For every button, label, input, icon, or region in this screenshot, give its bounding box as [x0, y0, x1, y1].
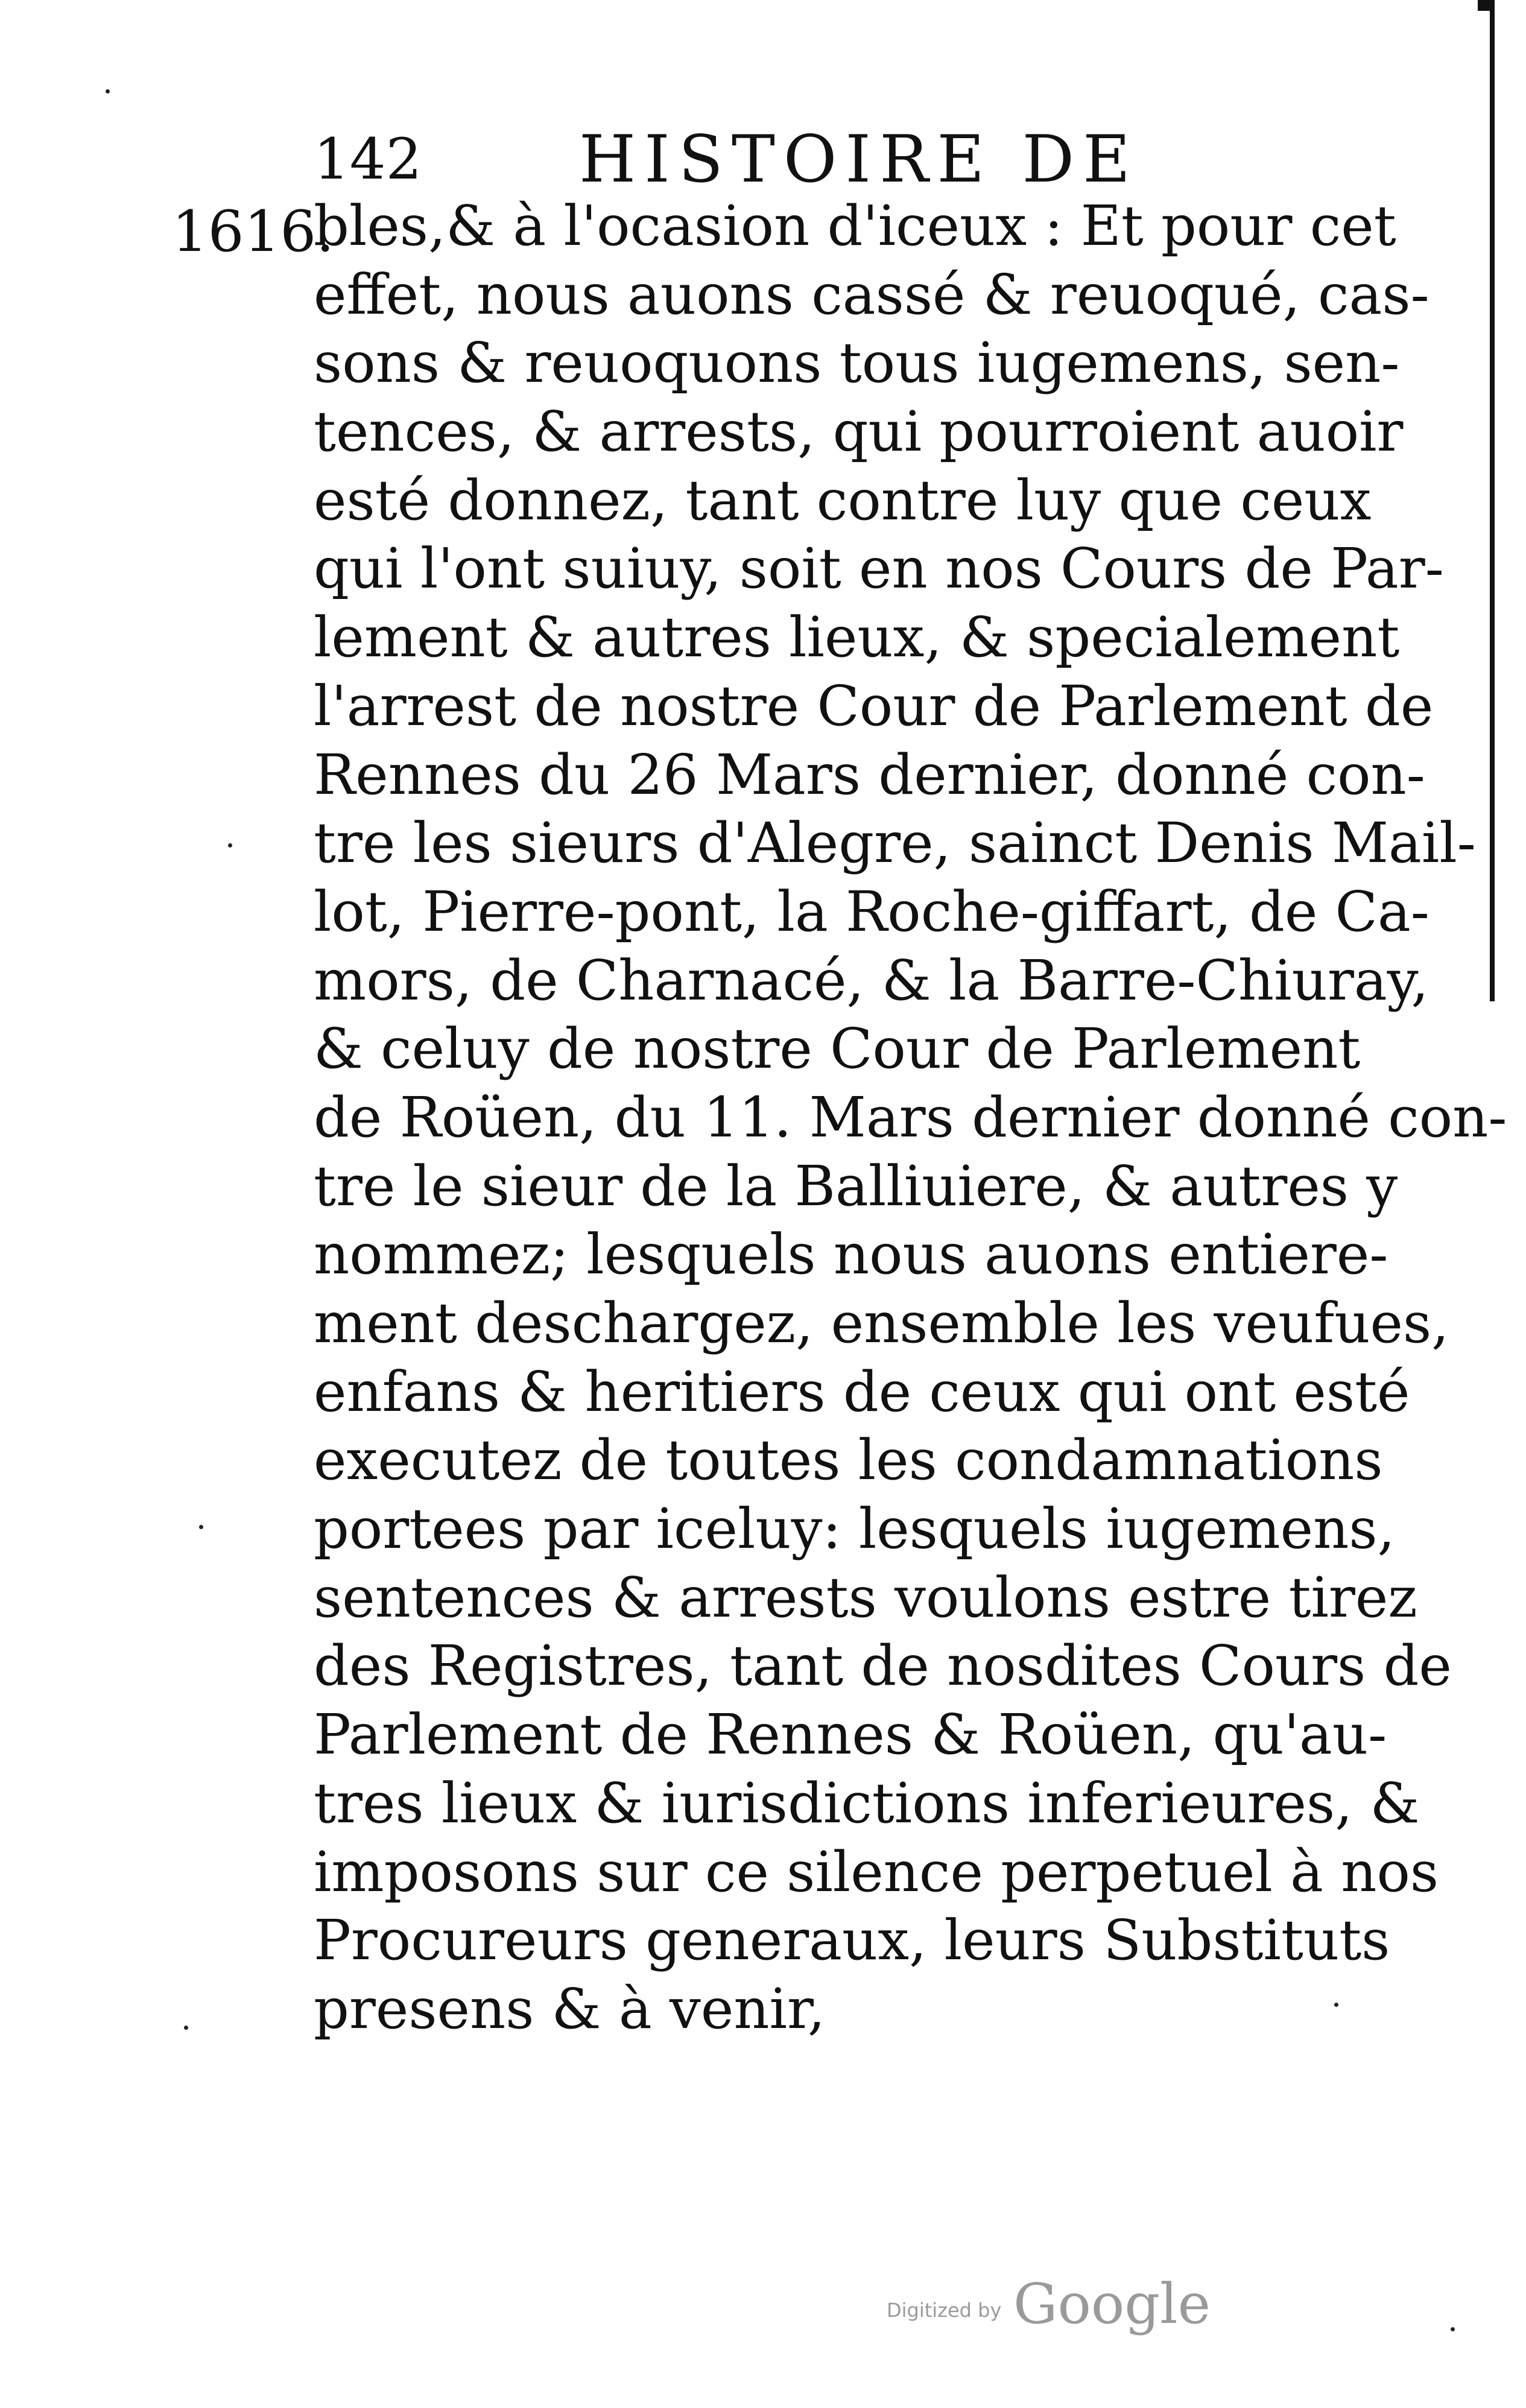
paper-speck: [199, 1525, 203, 1529]
text-line: l'arrest de nostre Cour de Parlement de: [314, 673, 1434, 738]
text-line: tre le sieur de la Balliuiere, & autres y: [314, 1153, 1398, 1218]
page-edge-mark: [1478, 0, 1490, 11]
text-line: nommez; lesquels nous auons entiere-: [314, 1222, 1388, 1287]
text-line: sentences & arrests voulons estre tirez: [314, 1565, 1417, 1630]
text-line: tre les sieurs d'Alegre, sainct Denis Mail-: [314, 811, 1476, 876]
text-line: tences, & arrests, qui pourroient auoir: [314, 399, 1404, 464]
text-line: Procureurs generaux, leurs Substituts: [314, 1908, 1390, 1973]
text-line: mors, de Charnacé, & la Barre-Chiuray,: [314, 948, 1429, 1013]
page-header: [314, 124, 1351, 196]
text-line: bles,& à l'ocasion d'iceux : Et pour cet: [314, 194, 1396, 258]
paper-speck: [1451, 2327, 1455, 2331]
text-line: ment deschargez, ensemble les veufues,: [314, 1291, 1449, 1355]
digitization-watermark: [887, 2271, 1211, 2337]
text-line: executez de toutes les condamnations: [314, 1428, 1383, 1493]
margin-year: 1616.: [172, 199, 335, 265]
paper-speck: [106, 89, 110, 93]
watermark-brand: Google: [1013, 2272, 1211, 2336]
text-line: de Roüen, du 11. Mars dernier donné con-: [314, 1085, 1507, 1150]
text-line: Rennes du 26 Mars dernier, donné con-: [314, 742, 1425, 807]
page-number: 142: [314, 127, 422, 192]
text-line: qui l'ont suiuy, soit en nos Cours de Par-: [314, 536, 1444, 601]
text-line: tres lieux & iurisdictions inferieures, &: [314, 1770, 1420, 1836]
paper-speck: [228, 843, 232, 848]
page-edge-border: [1490, 0, 1495, 1001]
text-line: sons & reuoquons tous iugemens, sen-: [314, 331, 1400, 396]
text-line: lement & autres lieux, & specialement: [314, 605, 1400, 670]
paper-speck: [184, 2026, 188, 2030]
text-line: esté donnez, tant contre luy que ceux: [314, 467, 1372, 533]
text-line: des Registres, tant de nosdites Cours de: [314, 1633, 1452, 1699]
watermark-prefix: Digitized by: [887, 2299, 1002, 2322]
text-line: Parlement de Rennes & Roüen, qu'au-: [314, 1702, 1387, 1767]
text-line: effet, nous auons cassé & reuoqué, cas-: [314, 262, 1429, 327]
running-title: HISTOIRE DE: [579, 122, 1139, 197]
text-line: portees par iceluy: lesquels iugemens,: [314, 1497, 1395, 1562]
text-line: enfans & heritiers de ceux qui ont esté: [314, 1359, 1410, 1424]
body-text: [314, 192, 1507, 2044]
text-line: imposons sur ce silence perpetuel à nos: [314, 1839, 1439, 1904]
text-line: lot, Pierre-pont, la Roche-giffart, de Ca-: [314, 879, 1429, 944]
text-line: presens & à venir,: [314, 1976, 826, 2041]
text-line: & celuy de nostre Cour de Parlement: [314, 1016, 1361, 1082]
